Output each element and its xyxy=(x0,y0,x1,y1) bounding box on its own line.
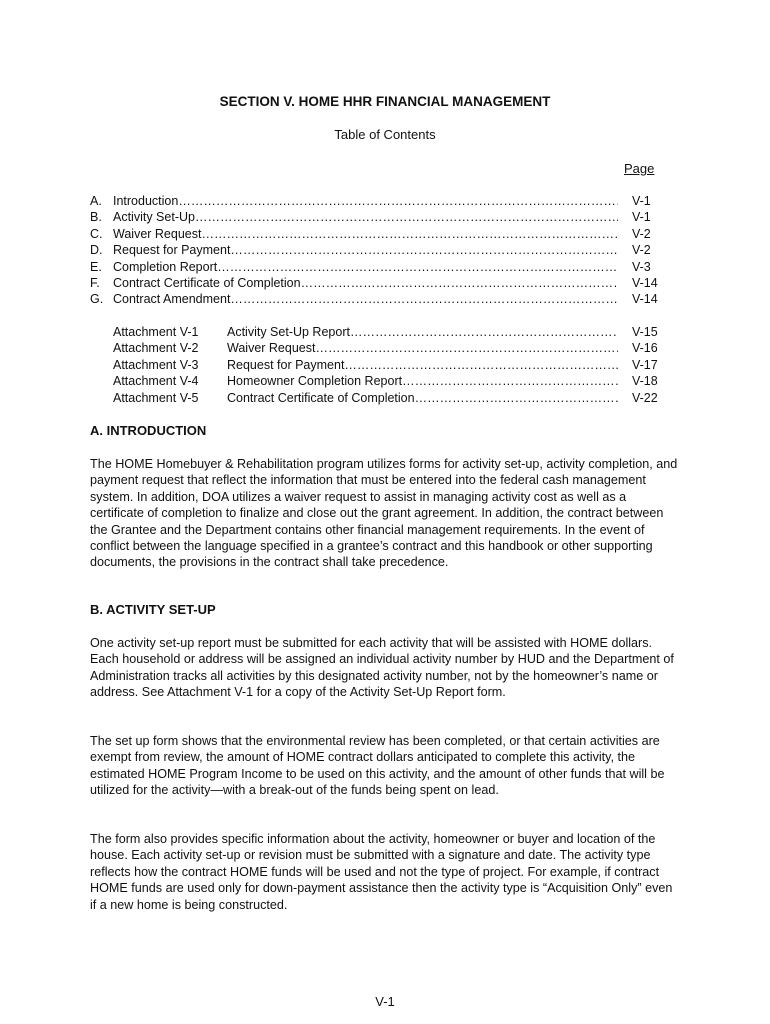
dot-leader xyxy=(195,209,618,225)
toc-entry-completion-report[interactable] xyxy=(90,259,660,275)
toc-label: Waiver Request xyxy=(113,226,202,241)
table-of-contents xyxy=(90,193,660,308)
toc-label: Contract Certificate of Completion xyxy=(113,275,301,290)
attachment-id: Attachment V-2 xyxy=(113,341,199,356)
toc-letter: C. xyxy=(90,226,103,241)
section-b-paragraph-2: The set up form shows that the environmental review has been completed, or that certain activities are exempt from review, the amount of HOME contract dollars anticipated to complete this activity, the estimated HOME Program Income to be used on this activity, and the amount of other funds that will be utilized for the activity—with a break-out of the funds being spent on lead. xyxy=(90,734,665,798)
section-b-paragraph-1: One activity set-up report must be submitted for each activity that will be assisted with HOME dollars. Each household or address will be assigned an individual activity number by HUD and the Department of Administration tracks all activities by this designated activity number, not by the homeowner’s name or address. See Attachment V-1 for a copy of the Activity Set-Up Report form. xyxy=(90,636,674,700)
attachment-id: Attachment V-1 xyxy=(113,325,199,339)
attachment-page: V-18 xyxy=(632,374,658,389)
toc-letter: G. xyxy=(90,292,104,307)
toc-entry-waiver-request[interactable] xyxy=(90,226,660,242)
toc-page: V-14 xyxy=(632,292,658,307)
dot-leader xyxy=(230,242,618,258)
attachment-label: Activity Set-Up Report xyxy=(227,325,350,339)
page-number: V-1 xyxy=(375,994,395,1009)
dot-leader xyxy=(315,340,618,356)
section-b-paragraph-3: The form also provides specific information about the activity, homeowner or buyer and location of the house. Each activity set-up or revision must be submitted with a signature and date. The activity type reflects how the contract HOME funds will be used and not the type of project. For example, if contract HOME funds are used only for down-payment assistance then the activity type is “Acquisition Only” even if a new home is being constructed. xyxy=(90,832,673,912)
attachment-entry-v1[interactable] xyxy=(113,324,660,340)
attachment-label: Homeowner Completion Report xyxy=(227,374,403,389)
toc-label: Activity Set-Up xyxy=(113,210,195,225)
attachment-entry-v5[interactable] xyxy=(113,390,660,406)
dot-leader xyxy=(178,193,618,209)
attachment-page: V-15 xyxy=(632,325,658,339)
page-column-label: Page xyxy=(624,161,655,176)
attachment-page: V-22 xyxy=(632,390,658,405)
attachment-label: Waiver Request xyxy=(227,341,316,356)
attachment-entry-v4[interactable] xyxy=(113,373,660,389)
section-title: SECTION V. HOME HHR FINANCIAL MANAGEMENT xyxy=(219,94,551,109)
toc-letter: D. xyxy=(90,243,103,258)
toc-entry-activity-set-up[interactable] xyxy=(90,209,660,225)
toc-page: V-14 xyxy=(632,275,658,290)
toc-page: V-2 xyxy=(632,226,651,241)
attachment-label: Contract Certificate of Completion xyxy=(227,390,415,405)
toc-page: V-1 xyxy=(632,210,651,225)
toc-entry-request-for-payment[interactable] xyxy=(90,242,660,258)
dot-leader xyxy=(350,324,618,340)
dot-leader xyxy=(201,226,618,242)
toc-letter: E. xyxy=(90,259,102,274)
section-b-heading: B. ACTIVITY SET-UP xyxy=(90,602,216,617)
section-a-paragraph: The HOME Homebuyer & Rehabilitation program utilizes forms for activity set-up, activity completion, and payment request that reflect the information that must be entered into the federal cash management system. In addition, DOA utilizes a waiver request to assist in managing activity cost as well as a certificate of completion to finalize and close out the grant agreement. In addition, the contract between the Grantee and the Department contains other financial management requirements. In the event of conflict between the language specified in a grantee’s contract and this handbook or other supporting documents, the provisions in the contract shall take precedence. xyxy=(90,457,678,570)
dot-leader xyxy=(230,291,618,307)
toc-label: Introduction xyxy=(113,194,179,208)
attachment-id: Attachment V-3 xyxy=(113,357,199,372)
attachments-list xyxy=(113,324,660,406)
toc-letter: B. xyxy=(90,210,102,225)
toc-label: Contract Amendment xyxy=(113,292,231,307)
toc-entry-contract-certificate[interactable] xyxy=(90,275,660,291)
section-a-heading: A. INTRODUCTION xyxy=(90,423,207,438)
toc-letter: F. xyxy=(90,275,100,290)
toc-page: V-1 xyxy=(632,194,651,208)
attachment-label: Request for Payment xyxy=(227,357,345,372)
dot-leader xyxy=(402,373,618,389)
dot-leader xyxy=(217,259,618,275)
toc-page: V-2 xyxy=(632,243,651,258)
attachment-entry-v3[interactable] xyxy=(113,357,660,373)
toc-label: Request for Payment xyxy=(113,243,231,258)
attachment-entry-v2[interactable] xyxy=(113,340,660,356)
toc-page: V-3 xyxy=(632,259,651,274)
dot-leader xyxy=(344,357,618,373)
attachment-id: Attachment V-5 xyxy=(113,390,199,405)
toc-label: Completion Report xyxy=(113,259,218,274)
attachment-id: Attachment V-4 xyxy=(113,374,199,389)
dot-leader xyxy=(415,390,618,406)
toc-entry-introduction[interactable] xyxy=(90,193,660,209)
toc-letter: A. xyxy=(90,194,102,208)
dot-leader xyxy=(301,275,618,291)
attachment-page: V-16 xyxy=(632,341,658,356)
toc-entry-contract-amendment[interactable] xyxy=(90,291,660,307)
attachment-page: V-17 xyxy=(632,357,658,372)
toc-heading: Table of Contents xyxy=(334,127,436,142)
